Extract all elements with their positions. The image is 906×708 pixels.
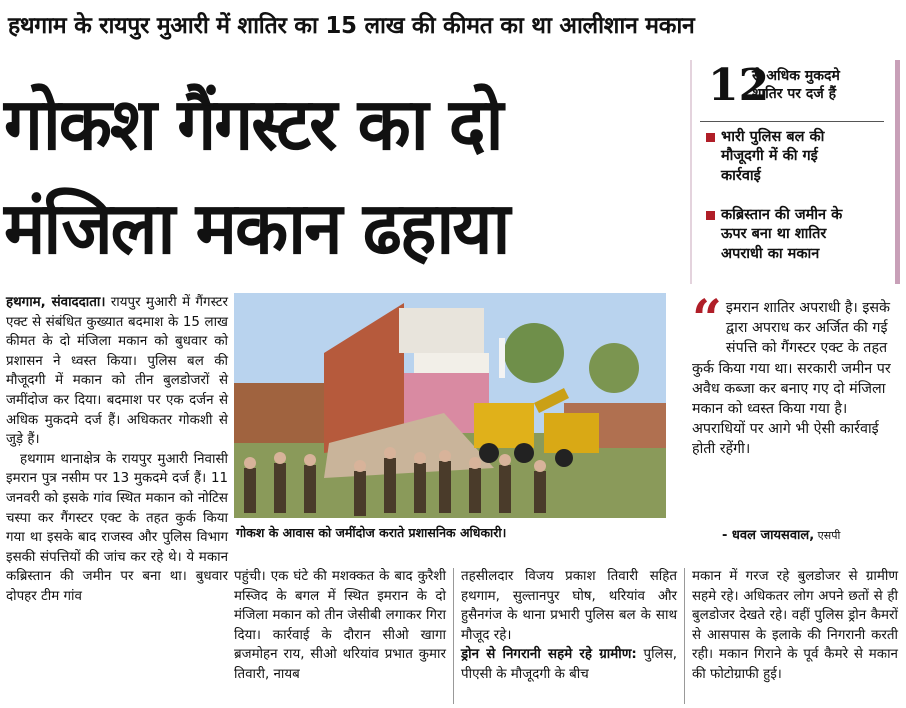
fact-bullet — [706, 128, 824, 186]
column-divider — [453, 568, 454, 704]
fact-bullet — [706, 206, 842, 264]
case-count-label-line-2: शातिर पर दर्ज हैं — [752, 85, 837, 102]
fact-bullet-2-line-3: अपराधी का मकान — [721, 245, 820, 262]
photo-caption: गोकश के आवास को जमींदोज कराते प्रशासनिक अधिकारी। — [236, 525, 507, 540]
column-divider — [684, 568, 685, 704]
headline-line-1: गोकश गैंगस्टर का दो — [4, 82, 502, 166]
dateline: हथगाम, संवाददाता। — [6, 295, 106, 310]
bullet-square-icon — [706, 133, 715, 142]
bullet-square-icon — [706, 211, 715, 220]
quote-attribution — [722, 525, 840, 543]
case-count-label-line-1: से अधिक मुकदमे — [752, 68, 840, 84]
column-3-text-2: पुलिस, पीएसी के मौजूदगी के बीच — [461, 647, 677, 682]
case-count: 12 — [708, 60, 770, 111]
fact-box-divider — [700, 121, 884, 122]
quote-text: इमरान शातिर अपराधी है। इसके द्वारा अपराध कर अर्जित की गई संपत्ति को गैंगस्टर एक्ट के तहत कुर्क किया गया था। सरकारी जमीन पर अवैध कब्जा कर बनाए गए दो मंजिला मकान को ध्वस्त किया गया है। अपराधियों पर आगे भी ऐसी कार्रवाई होती रहेंगी। — [692, 300, 891, 458]
fact-bullet-2-line-1: कब्रिस्तान की जमीन के — [721, 207, 843, 223]
subhead-drone: ड्रोन से निगरानी सहमे रहे ग्रामीण: — [461, 647, 637, 663]
fact-bullet-1-line-3: कार्रवाई — [721, 167, 761, 184]
paragraph-2: हथगाम थानाक्षेत्र के रायपुर मुआरी निवासी इमरान पुत्र नसीम पर 13 मुकदमे दर्ज हैं। 11 जनवरी को इसके गांव स्थित मकान को नोटिस चस्पा कर गैंगस्टर एक्ट के तहत कुर्क किया गया था इसके बाद राजस्व और पुलिस विभाग इसकी संपत्तियों की जांच कर रहे थे। ये मकान कब्रिस्तान की जमीन पर बना था। बुधवार दोपहर टीम गांव — [6, 451, 228, 604]
sp-quote — [692, 289, 898, 460]
attribution-name: - धवल जायसवाल, — [722, 528, 815, 543]
quote-mark-icon: “ — [692, 289, 722, 350]
fact-bullet-1-line-2: मौजूदगी में की गई — [721, 148, 818, 165]
kicker-headline: हथगाम के रायपुर मुआरी में शातिर का 15 लाख की कीमत का था आलीशान मकान — [8, 13, 695, 39]
fact-bullet-1-line-1: भारी पुलिस बल की — [721, 129, 825, 145]
article-column-1 — [6, 293, 228, 607]
demolition-photo — [234, 293, 666, 518]
attribution-role: एसपी — [814, 529, 841, 542]
case-count-label — [752, 68, 840, 103]
column-3-text: तहसीलदार विजय प्रकाश तिवारी सहित हथगाम, सुल्तानपुर घोष, थरियांव और हुसैनगंज के थाना प्रभारी पुलिस बल के साथ मौजूद रहे। — [461, 569, 677, 643]
article-column-4: मकान में गरज रहे बुलडोजर से ग्रामीण सहमे रहे। अधिकतर लोग अपने छतों से ही बुलडोजर देखते रहे। वहीं पुलिस ड्रोन कैमरों से आसपास के इलाके की निगरानी करती रही। मकान गिराने के पूर्व कैमरे से मकान की फोटोग्राफी हुई। — [692, 569, 898, 682]
headline-line-2: मंजिला मकान ढहाया — [4, 186, 509, 270]
demolition-photo-illustration — [234, 293, 666, 518]
paragraph-1: रायपुर मुआरी में गैंगस्टर एक्ट से संबंधित कुख्यात बदमाश के 15 लाख कीमत के दो मंजिला मकान को बुधवार को प्रशासन ने ध्वस्त किया। पुलिस बल की मौजूदगी में मकान को तीन बुलडोजरों से जमींदोज कर दिया। बदमाश पर एक दर्जन से अधिक मुकदमे दर्ज हैं। अधिकतर गोकशी से जुड़े हैं। — [6, 295, 228, 448]
article-column-3 — [461, 567, 677, 685]
fact-bullet-2-line-2: ऊपर बना था शातिर — [721, 226, 827, 243]
article-column-2: पहुंची। एक घंटे की मशक्कत के बाद कुरैशी मस्जिद के बगल में स्थित इमरान के दो मंजिला मकान को तीन जेसीबी लगाकर गिरा दिया। कार्रवाई के दौरान सीओ खागा ब्रजमोहन राय, सीओ थरियांव प्रभात कुमार तिवारी, नायब — [234, 569, 446, 682]
